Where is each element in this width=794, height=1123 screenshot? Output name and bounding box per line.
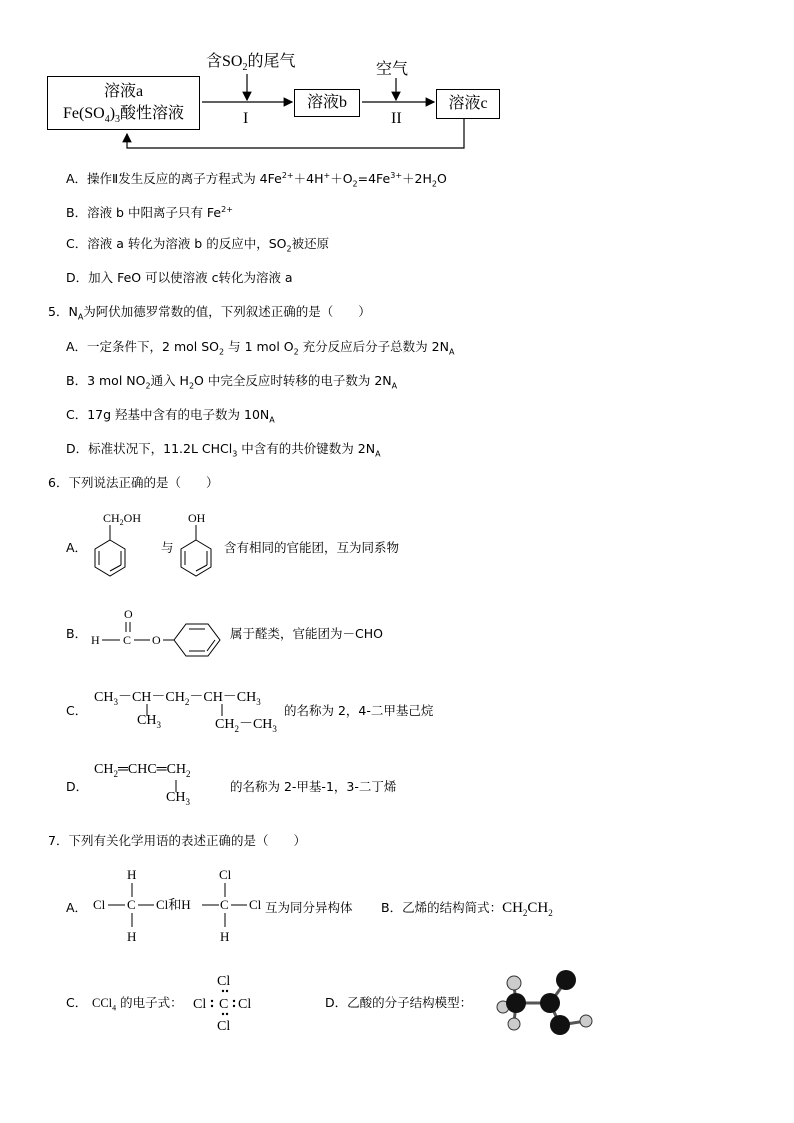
svg-text:O: O [152, 633, 161, 647]
input-so2-label: 含$SO_2$的尾气 [206, 53, 296, 74]
q5-option-a: A．一定条件下，2 mol $SO_2$ 与 1 mol $O_2$ 充分反应后分子总数为 $2N_A$ [66, 339, 455, 357]
box-solution-a [47, 76, 200, 130]
q6-d-branch: $CH_3$ [166, 790, 190, 807]
svg-text:Cl: Cl [219, 867, 232, 882]
q6-a-text: 含有相同的官能团，互为同系物 [224, 540, 400, 555]
q4-option-c: C．溶液 a 转化为溶液 b 的反应中，$SO_2$被还原 [66, 236, 330, 254]
q5-option-b: B．3 mol $NO_2$通入 $H_2O$ 中完全反应时转移的电子数为 $2N_A$ [66, 373, 398, 391]
q7-a-text: 互为同分异构体 [265, 900, 353, 915]
svg-text:Cl和H: Cl和H [156, 897, 191, 912]
box-a-line1: 溶液a [103, 83, 144, 100]
q6-b-label: B． [66, 626, 88, 641]
step-1-label: I [243, 110, 249, 127]
svg-text:Cl: Cl [93, 897, 106, 912]
svg-text:O: O [124, 607, 133, 621]
svg-text:CH2OH: $CH_2OH$ [103, 511, 142, 527]
flow-diagram [0, 0, 794, 160]
q7-option-d: D．乙酸的分子结构模型： [325, 995, 473, 1010]
svg-text:OH: OH [188, 511, 206, 525]
q7-a-label: A． [66, 900, 88, 915]
q6-a-label: A． [66, 540, 88, 555]
acetic-acid-model [498, 965, 598, 1035]
svg-text:C: C [220, 897, 229, 912]
q6-b-text: 属于醛类，官能团为－CHO [230, 626, 383, 641]
q6-d-label: D． [66, 779, 89, 794]
benzyl-alcohol-structure [90, 510, 150, 580]
q6-c-text: 的名称为 2，4-二甲基己烷 [284, 703, 434, 718]
q6-c-label: C． [66, 703, 88, 718]
svg-text:C: C [219, 997, 229, 1012]
box-a-line2-display: $Fe(SO_4)_3$酸性溶液 [62, 105, 185, 126]
svg-text:C: C [127, 897, 136, 912]
svg-text:Cl: Cl [217, 974, 231, 989]
q6-a-mid: 与 [161, 540, 174, 555]
q6-c-branch1: $CH_3$ [137, 713, 161, 730]
svg-text:H: H [127, 867, 137, 882]
q7-option-b: B．乙烯的结构简式：$CH_2CH_2$ [381, 900, 553, 918]
q6-stem: 6．下列说法正确的是（ ） [48, 475, 219, 490]
box-solution-c: 溶液c [436, 89, 500, 119]
ccl4-electron-dot [190, 968, 270, 1034]
q6-d-main-chain: $CH_2═CHC═CH_2$ [94, 762, 191, 779]
box-solution-b: 溶液b [294, 89, 360, 117]
q6-c-branch2: $CH_2-CH_3$ [215, 717, 277, 734]
q4-option-d: D．加入 FeO 可以使溶液 c转化为溶液 a [66, 270, 293, 285]
q6-d-branch-bond [0, 0, 1, 1]
svg-text:H: H [220, 929, 230, 944]
svg-text:C: C [123, 633, 132, 647]
q4-option-b: B．溶液 b 中阳离子只有 $Fe^{2+}$ [66, 205, 233, 221]
phenyl-formate-structure [88, 600, 233, 662]
svg-text:Cl: Cl [238, 997, 252, 1012]
q5-option-d: D．标准状况下，11.2L CHCl$_3$ 中含有的共价键数为 $2N_A$ [66, 441, 381, 459]
q6-c-main-chain: $CH_3-CH-CH_2-CH-CH_3$ [94, 690, 261, 707]
q7-c-ccl4: CCl$_4$ 的电子式： [92, 995, 183, 1013]
phenol-structure [172, 510, 222, 580]
q5-option-c: C．17g 羟基中含有的电子数为 $10N_A$ [66, 407, 275, 425]
input-air-label: 空气 [376, 61, 409, 78]
q6-d-text: 的名称为 2-甲基-1，3-二丁烯 [230, 779, 397, 794]
dichloromethane-structures [90, 864, 270, 946]
step-2-label: II [391, 110, 402, 127]
q5-stem: 5．$N_A$为阿伏加德罗常数的值，下列叙述正确的是（ ） [48, 304, 371, 322]
svg-text:Cl: Cl [249, 897, 262, 912]
q7-stem: 7．下列有关化学用语的表述正确的是（ ） [48, 833, 306, 848]
q4-option-a: A．操作Ⅱ发生反应的离子方程式为 $4Fe^{2+}+4H^++O_2=4Fe^{3+}+2H_2O$ [66, 171, 447, 189]
svg-text:H: H [91, 633, 100, 647]
q7-c-label: C． [66, 995, 88, 1010]
svg-text:H: H [127, 929, 137, 944]
svg-text:Cl: Cl [217, 1019, 231, 1034]
svg-text:Cl: Cl [193, 997, 207, 1012]
